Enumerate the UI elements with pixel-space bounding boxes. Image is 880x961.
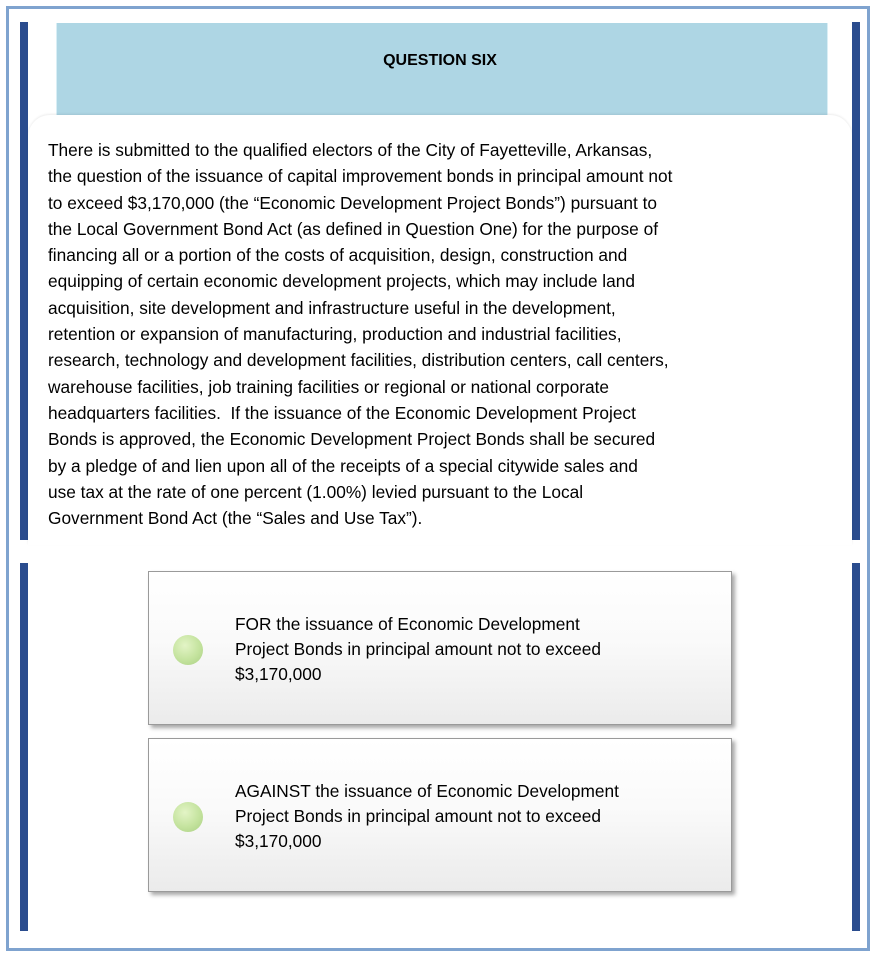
question-line: retention or expansion of manufacturing, production and industrial facilities, xyxy=(48,324,622,345)
right-bar-top xyxy=(852,22,860,540)
option-against[interactable] xyxy=(148,738,732,892)
right-bar-bottom xyxy=(852,563,860,931)
option-against-label xyxy=(235,779,715,854)
option-line: $3,170,000 xyxy=(235,831,322,851)
option-line: Project Bonds in principal amount not to exceed xyxy=(235,806,602,826)
question-line: the Local Government Bond Act (as defined in Question One) for the purpose of xyxy=(48,218,659,239)
question-line: There is submitted to the qualified electors of the City of Fayetteville, Arkansas, xyxy=(48,140,653,160)
question-line: the question of the issuance of capital improvement bonds in principal amount not xyxy=(48,166,673,187)
question-line: use tax at the rate of one percent (1.00%) levied pursuant to the Local xyxy=(48,481,584,502)
left-bar-bottom xyxy=(20,563,28,931)
option-line: Project Bonds in principal amount not to exceed xyxy=(235,639,602,659)
option-line: $3,170,000 xyxy=(235,664,322,684)
question-line: headquarters facilities. If the issuance of the Economic Development Project xyxy=(48,402,636,423)
question-line: financing all or a portion of the costs of acquisition, design, construction and xyxy=(48,245,628,266)
page-title: QUESTION SIX xyxy=(383,52,497,69)
option-for-radio[interactable] xyxy=(173,635,203,665)
question-line: research, technology and development facilities, distribution centers, call centers, xyxy=(48,350,669,371)
question-line: Bonds is approved, the Economic Development Project Bonds shall be secured xyxy=(48,429,656,450)
question-line: to exceed $3,170,000 (the “Economic Development Project Bonds”) pursuant to xyxy=(48,192,658,213)
question-text xyxy=(48,137,828,531)
option-against-radio[interactable] xyxy=(173,802,203,832)
left-bar-top xyxy=(20,22,28,540)
question-line: acquisition, site development and infrastructure useful in the development, xyxy=(48,297,616,318)
question-line: Government Bond Act (the “Sales and Use Tax”). xyxy=(48,508,423,529)
option-for-label xyxy=(235,612,715,687)
question-line: equipping of certain economic development projects, which may include land xyxy=(48,271,635,292)
question-line: by a pledge of and lien upon all of the receipts of a special citywide sales and xyxy=(48,455,638,476)
option-line: FOR the issuance of Economic Development xyxy=(235,614,580,634)
option-for[interactable] xyxy=(148,571,732,725)
question-line: warehouse facilities, job training facilities or regional or national corporate xyxy=(48,376,609,397)
option-line: AGAINST the issuance of Economic Development xyxy=(235,781,619,801)
